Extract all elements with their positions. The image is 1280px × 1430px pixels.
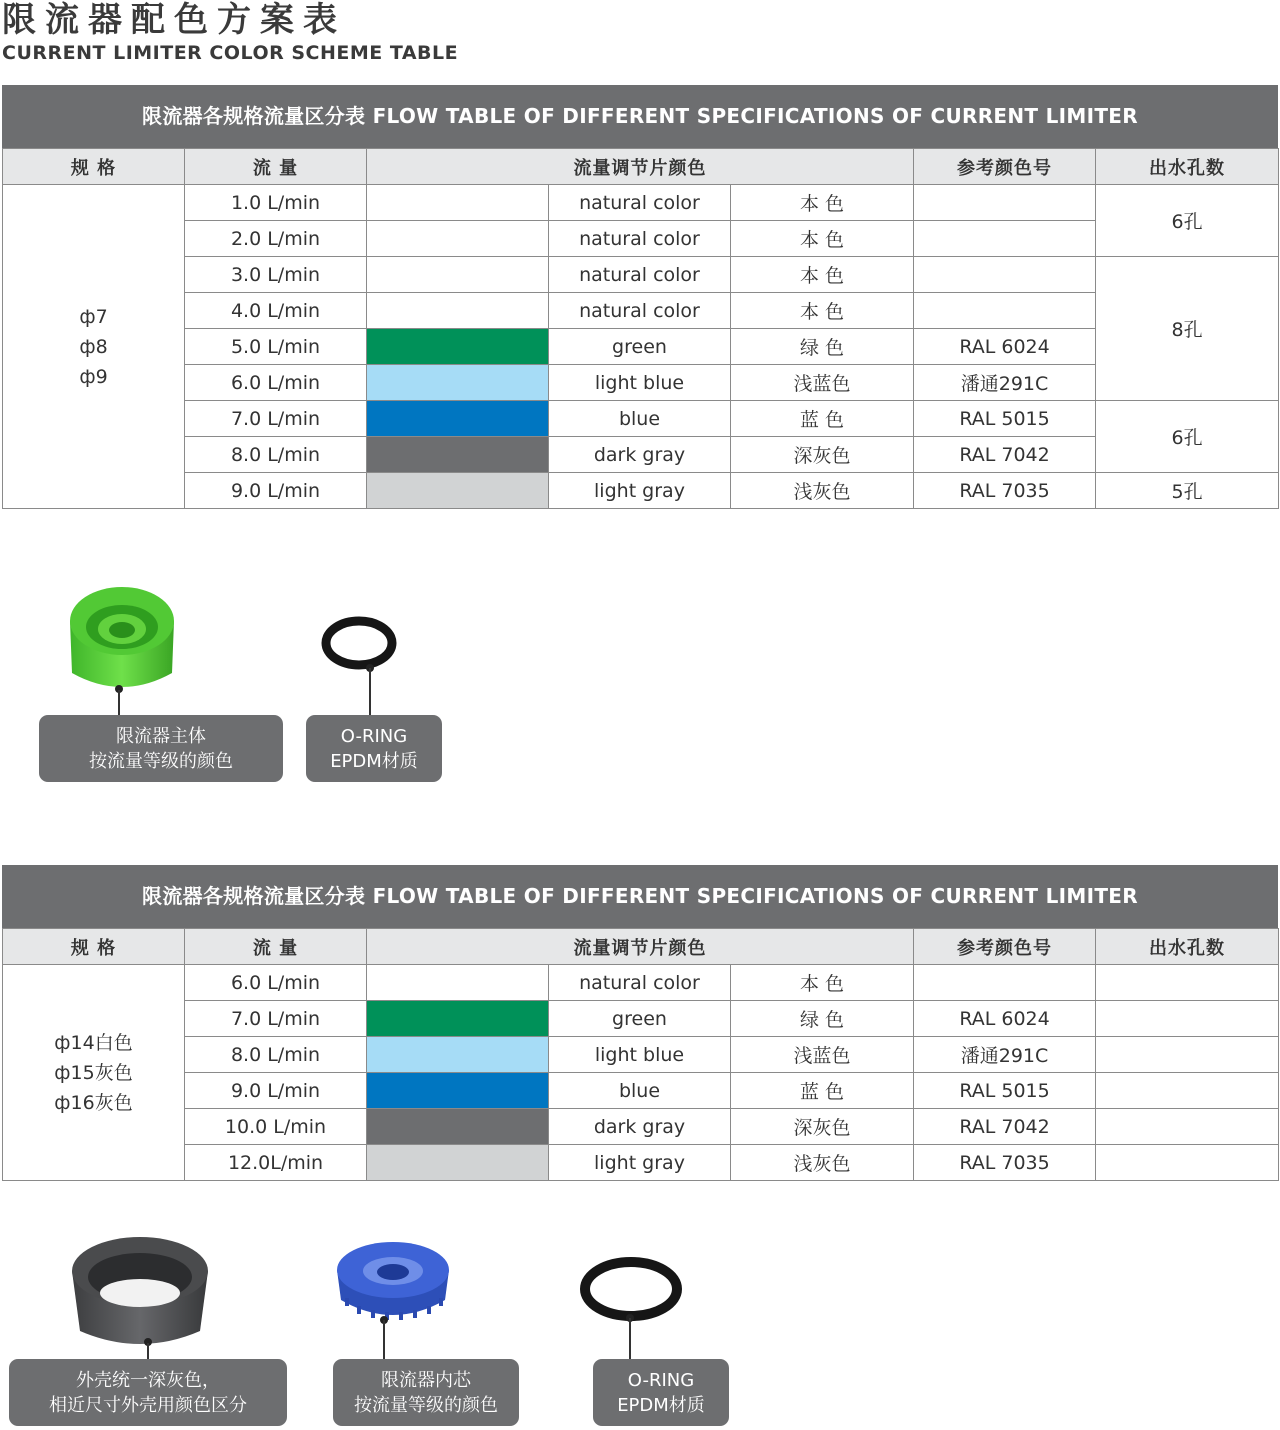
holes-cell: 6孔 [1096,185,1279,257]
table-row [3,1037,1279,1073]
label-line: 限流器内芯 [381,1369,471,1391]
color-cn: 绿 色 [731,1001,914,1037]
ref-code: RAL 7035 [914,473,1096,509]
table-row [3,1145,1279,1181]
color-swatch [367,329,549,365]
ref-code: 潘通291C [914,1037,1096,1073]
color-en: natural color [549,221,731,257]
inner-core-label [333,1359,519,1426]
table-1-banner: 限流器各规格流量区分表 FLOW TABLE OF DIFFERENT SPECIFICATIONS OF CURRENT LIMITER [2,85,1278,148]
holes-cell: 8孔 [1096,257,1279,401]
color-en: natural color [549,257,731,293]
ref-code: RAL 5015 [914,401,1096,437]
flow-cell: 9.0 L/min [185,1073,367,1109]
limiter-body-label [39,715,283,782]
label-line: 按流量等级的颜色 [354,1394,498,1416]
color-swatch [367,257,549,293]
spec-cell [3,965,185,1181]
color-swatch [367,965,549,1001]
color-swatch [367,473,549,509]
flow-cell: 12.0L/min [185,1145,367,1181]
spec-line: ф14白色 [54,1031,133,1054]
color-swatch [367,1109,549,1145]
holes-cell [1096,1001,1279,1037]
flow-cell: 5.0 L/min [185,329,367,365]
holes-cell [1096,1037,1279,1073]
color-cn: 绿 色 [731,329,914,365]
table-2-header-row [3,929,1279,965]
color-en: green [549,1001,731,1037]
color-cn: 本 色 [731,965,914,1001]
label-line: EPDM材质 [330,750,418,772]
color-en: light blue [549,1037,731,1073]
color-cn: 本 色 [731,293,914,329]
header-color: 流量调节片颜色 [367,929,914,965]
holes-cell [1096,1073,1279,1109]
ref-code: RAL 6024 [914,329,1096,365]
color-swatch [367,185,549,221]
label-line: 相近尺寸外壳用颜色区分 [49,1394,247,1416]
flow-cell: 4.0 L/min [185,293,367,329]
ref-code: RAL 7042 [914,1109,1096,1145]
leader-line [383,1320,385,1360]
color-swatch [367,1001,549,1037]
color-cn: 浅蓝色 [731,1037,914,1073]
color-swatch [367,293,549,329]
color-cn: 浅灰色 [731,1145,914,1181]
holes-cell: 5孔 [1096,473,1279,509]
spec-line: ф9 [79,365,108,388]
color-cn: 浅灰色 [731,473,914,509]
holes-cell [1096,965,1279,1001]
color-en: natural color [549,185,731,221]
table-row [3,185,1279,221]
table-row [3,401,1279,437]
holes-cell [1096,1145,1279,1181]
spec-cell [3,185,185,509]
holes-cell: 6孔 [1096,401,1279,473]
ref-code [914,257,1096,293]
label-line: 按流量等级的颜色 [89,750,233,772]
flow-cell: 6.0 L/min [185,965,367,1001]
table-1-grid [2,148,1279,509]
spec-line: ф7 [79,305,108,328]
page-title-cn: 限流器配色方案表 [2,0,346,40]
color-cn: 本 色 [731,185,914,221]
spec-line: ф15灰色 [54,1061,133,1084]
flow-cell: 3.0 L/min [185,257,367,293]
flow-cell: 2.0 L/min [185,221,367,257]
color-en: dark gray [549,437,731,473]
table-row [3,257,1279,293]
ref-code: RAL 6024 [914,1001,1096,1037]
header-spec: 规 格 [3,929,185,965]
color-swatch [367,365,549,401]
table-row [3,365,1279,401]
label-line: O-RING [340,725,408,747]
ref-code: RAL 7042 [914,437,1096,473]
flow-table-1 [2,85,1278,509]
flow-cell: 10.0 L/min [185,1109,367,1145]
oring-image-2 [578,1255,684,1323]
oring-label-2 [593,1359,729,1426]
leader-line [147,1343,149,1360]
spec-line: ф16灰色 [54,1091,133,1114]
table-row [3,1073,1279,1109]
table-2-banner: 限流器各规格流量区分表 FLOW TABLE OF DIFFERENT SPECIFICATIONS OF CURRENT LIMITER [2,865,1278,928]
ref-code [914,293,1096,329]
color-cn: 浅蓝色 [731,365,914,401]
table-2-grid [2,928,1279,1181]
flow-cell: 7.0 L/min [185,401,367,437]
color-swatch [367,401,549,437]
color-swatch [367,1073,549,1109]
color-swatch [367,437,549,473]
flow-cell: 8.0 L/min [185,1037,367,1073]
inner-core-image [333,1238,453,1328]
color-cn: 深灰色 [731,1109,914,1145]
limiter-body-image [62,583,182,698]
flow-cell: 8.0 L/min [185,437,367,473]
color-en: dark gray [549,1109,731,1145]
color-cn: 深灰色 [731,437,914,473]
header-holes: 出水孔数 [1096,149,1279,185]
table-row [3,293,1279,329]
table-row [3,1109,1279,1145]
leader-line [369,668,371,716]
table-row [3,965,1279,1001]
color-en: light blue [549,365,731,401]
header-holes: 出水孔数 [1096,929,1279,965]
color-en: blue [549,1073,731,1109]
color-swatch [367,221,549,257]
flow-cell: 6.0 L/min [185,365,367,401]
ref-code: RAL 5015 [914,1073,1096,1109]
table-row [3,329,1279,365]
color-en: green [549,329,731,365]
leader-line [629,1318,631,1360]
oring-image-1 [320,615,398,670]
page-title-en: CURRENT LIMITER COLOR SCHEME TABLE [2,42,459,64]
flow-cell: 9.0 L/min [185,473,367,509]
table-row [3,221,1279,257]
outer-shell-label [9,1359,287,1426]
flow-cell: 1.0 L/min [185,185,367,221]
ref-code [914,221,1096,257]
label-line: EPDM材质 [617,1394,705,1416]
color-en: natural color [549,293,731,329]
color-cn: 本 色 [731,257,914,293]
ref-code [914,185,1096,221]
leader-line [118,690,120,716]
color-swatch [367,1145,549,1181]
table-row [3,437,1279,473]
label-line: 限流器主体 [116,725,206,747]
color-en: blue [549,401,731,437]
color-cn: 蓝 色 [731,1073,914,1109]
color-cn: 本 色 [731,221,914,257]
header-flow: 流 量 [185,149,367,185]
table-1-header-row [3,149,1279,185]
label-line: O-RING [627,1369,695,1391]
ref-code: 潘通291C [914,365,1096,401]
header-color: 流量调节片颜色 [367,149,914,185]
color-en: light gray [549,473,731,509]
color-swatch [367,1037,549,1073]
outer-shell-image [66,1233,214,1351]
header-spec: 规 格 [3,149,185,185]
flow-table-2 [2,865,1278,1181]
label-line: 外壳统一深灰色， [76,1369,220,1391]
header-ref: 参考颜色号 [914,929,1096,965]
header-ref: 参考颜色号 [914,149,1096,185]
table-row [3,1001,1279,1037]
spec-line: ф8 [79,335,108,358]
holes-cell [1096,1109,1279,1145]
table-row [3,473,1279,509]
color-en: natural color [549,965,731,1001]
color-en: light gray [549,1145,731,1181]
ref-code: RAL 7035 [914,1145,1096,1181]
header-flow: 流 量 [185,929,367,965]
flow-cell: 7.0 L/min [185,1001,367,1037]
ref-code [914,965,1096,1001]
oring-label-1 [306,715,442,782]
color-cn: 蓝 色 [731,401,914,437]
